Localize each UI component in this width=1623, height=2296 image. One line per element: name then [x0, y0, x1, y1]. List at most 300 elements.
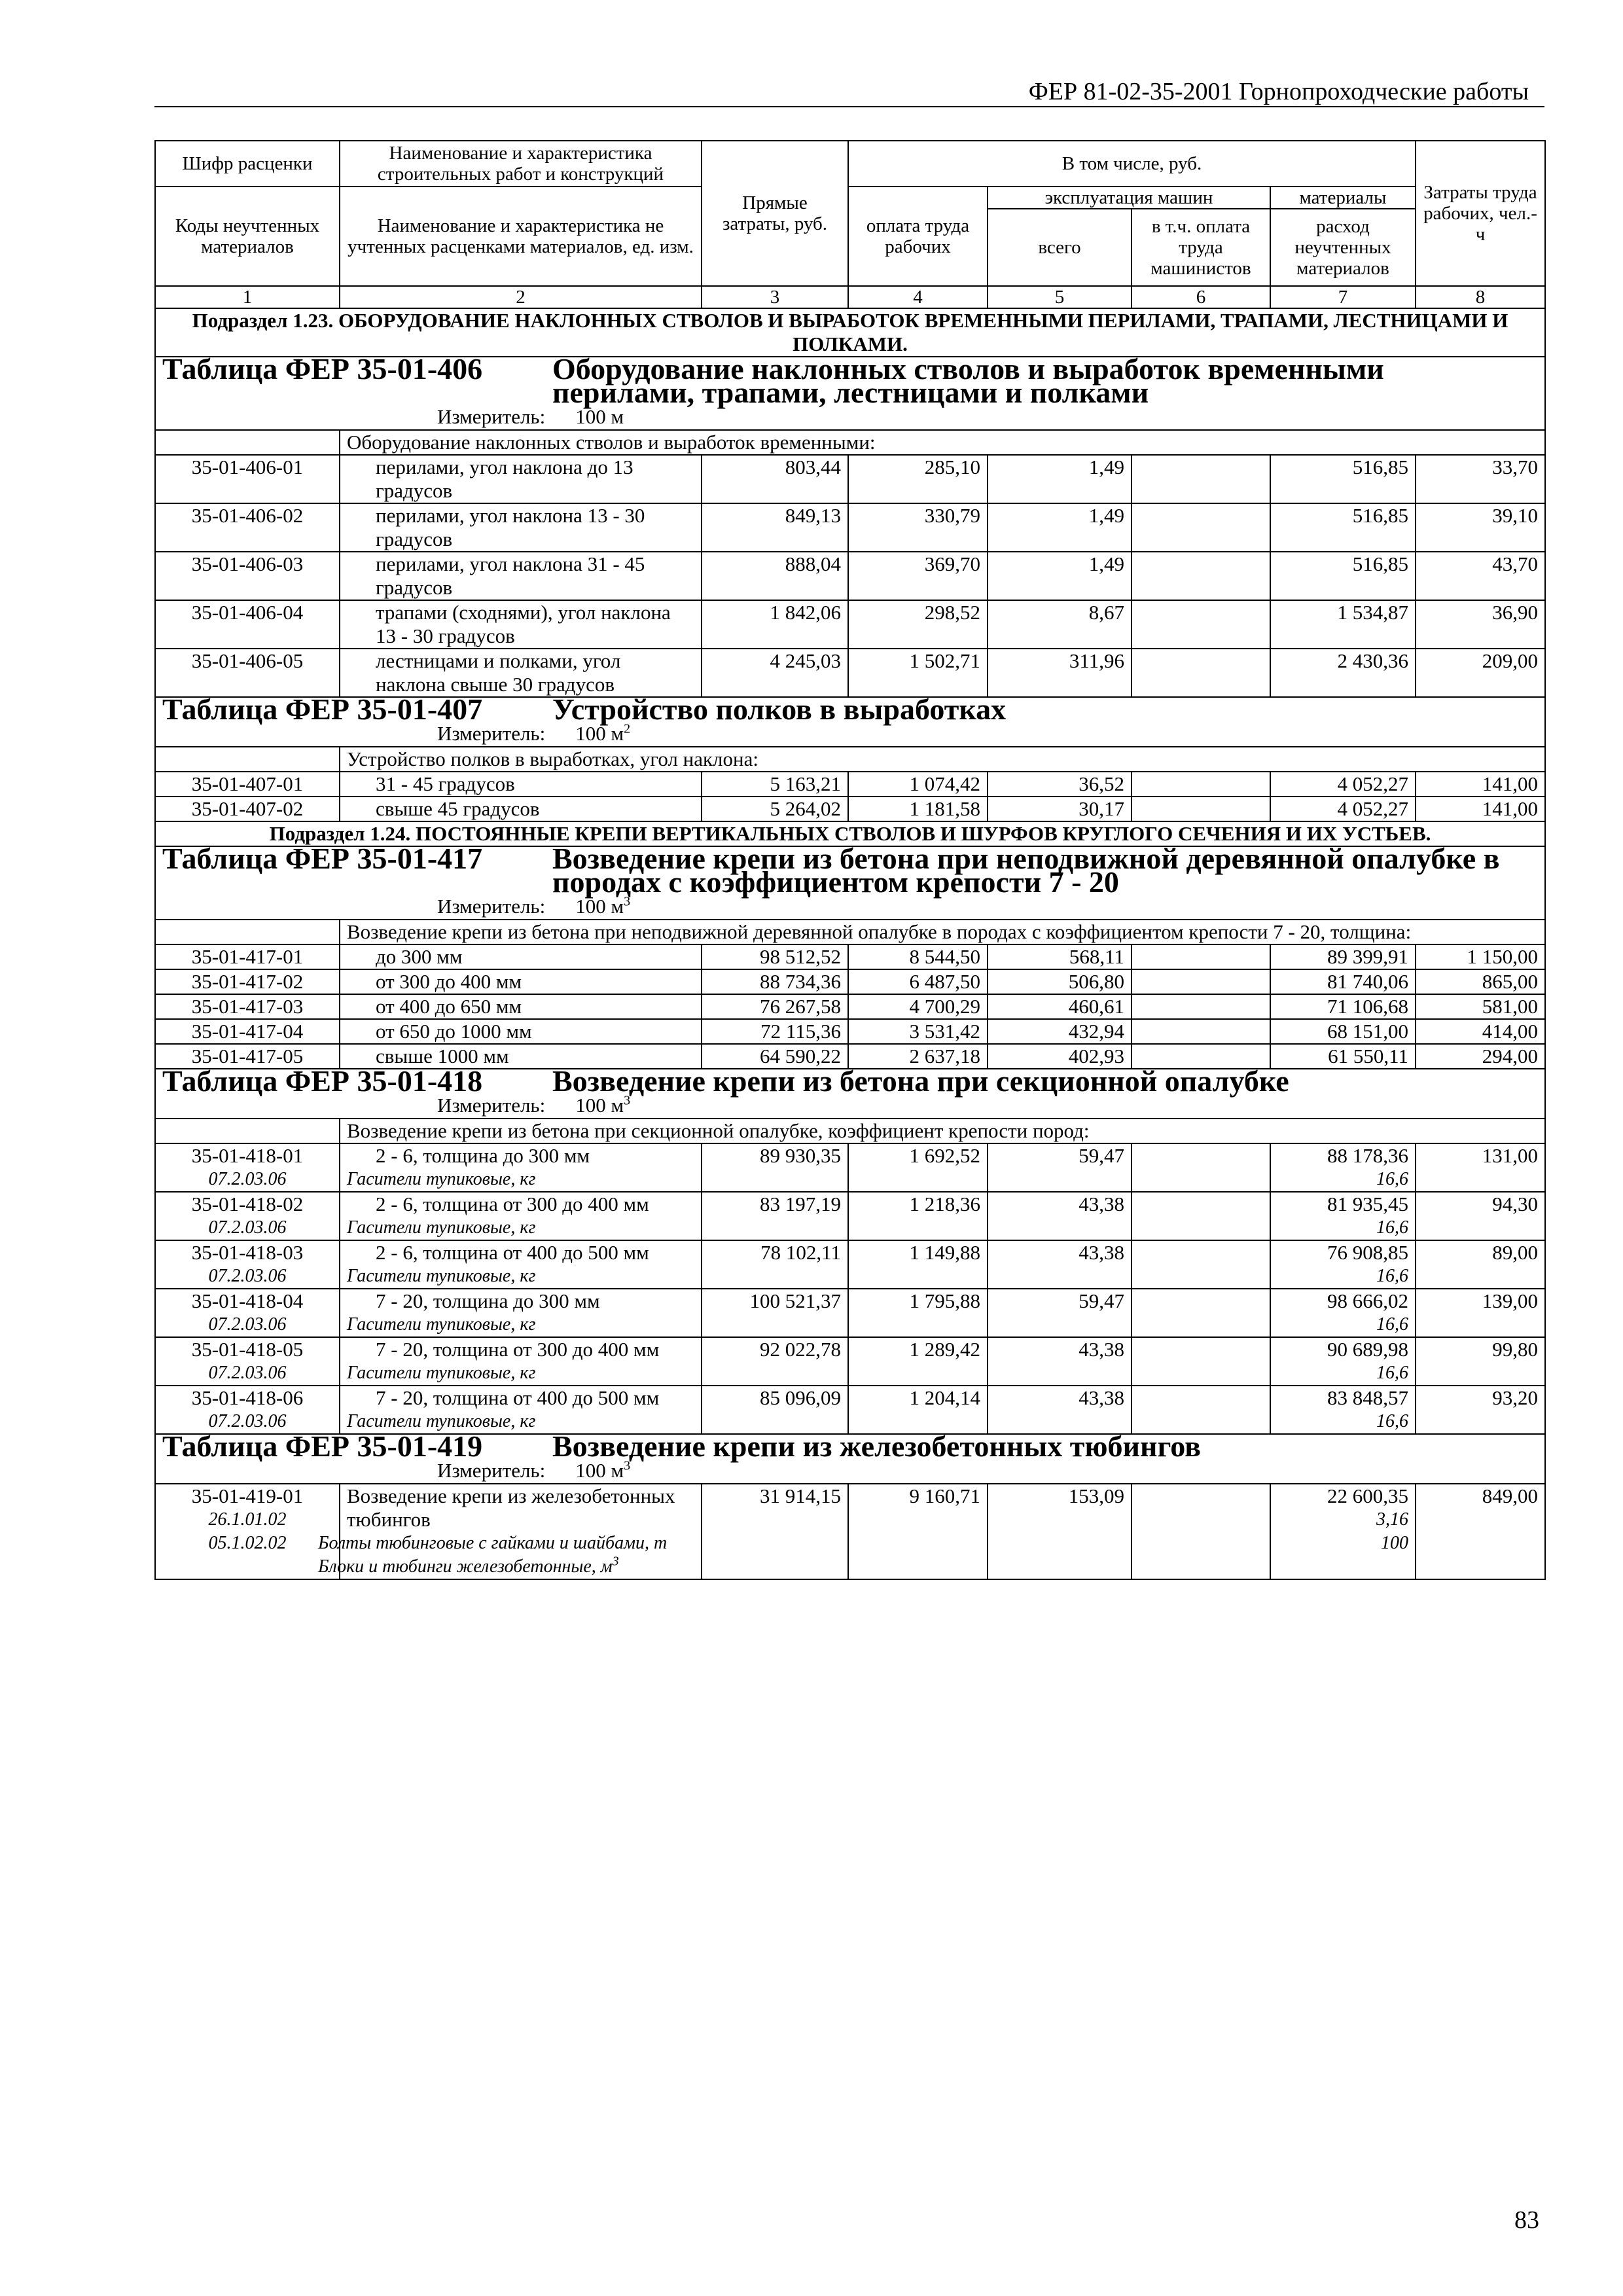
work-name: [340, 649, 702, 697]
rate-code-text: 35-01-417-02: [191, 970, 304, 993]
materials-cost: [1270, 1240, 1416, 1289]
materials-cost: [1270, 994, 1416, 1019]
materials-cost-value: 71 106,68: [1327, 995, 1408, 1018]
materials-cost-value: 4 052,27: [1337, 772, 1408, 795]
rate-code: [155, 1386, 340, 1434]
materials-cost-value: 98 666,02: [1327, 1289, 1408, 1312]
materials-cost-value: 516,85: [1352, 504, 1408, 527]
work-name-text: перилами, угол наклона до 13 градусов: [376, 456, 633, 502]
rate-code-text: 35-01-406-03: [191, 552, 304, 575]
rate-row: [155, 994, 1545, 1019]
labor-hours: [1416, 600, 1545, 649]
work-name: [340, 1386, 702, 1434]
materials-cost-value: 1 534,87: [1337, 601, 1408, 624]
direct-cost-value: 64 590,22: [760, 1045, 841, 1067]
direct-cost: [702, 600, 848, 649]
lead-row: [155, 920, 1545, 944]
work-name-text: трапами (сходнями), угол наклона 13 - 30 градусов: [376, 601, 671, 647]
labor-pay-value: 9 160,71: [909, 1484, 980, 1507]
rate-row: [155, 1337, 1545, 1386]
machinists-pay: [1132, 772, 1270, 797]
rate-row: [155, 455, 1545, 503]
rate-code: [155, 772, 340, 797]
materials-cost: [1270, 1484, 1416, 1579]
direct-cost: [702, 1289, 848, 1337]
column-number: 5: [988, 286, 1132, 308]
column-number: 6: [1132, 286, 1270, 308]
labor-pay-value: 1 204,14: [909, 1386, 980, 1409]
table-heading: [155, 692, 1545, 747]
direct-cost-value: 92 022,78: [760, 1338, 841, 1361]
machines-total: [988, 1289, 1132, 1337]
labor-hours-value: 1 150,00: [1467, 945, 1538, 968]
labor-pay: [848, 552, 988, 600]
labor-hours-value: 141,00: [1482, 772, 1538, 795]
labor-hours: [1416, 1240, 1545, 1289]
labor-pay-value: 4 700,29: [909, 995, 980, 1018]
machines-total: [988, 1386, 1132, 1434]
labor-pay-value: 1 218,36: [909, 1193, 980, 1215]
work-name: [340, 1337, 702, 1386]
direct-cost-value: 849,13: [785, 504, 841, 527]
labor-hours: [1416, 1019, 1545, 1044]
measure-value: 100 м: [575, 1459, 624, 1482]
measure-label: Измеритель:: [437, 722, 546, 745]
direct-cost-value: 88 734,36: [760, 970, 841, 993]
rate-code-text: 35-01-417-03: [191, 995, 304, 1018]
machinists-pay: [1132, 797, 1270, 821]
material-unit-power: 3: [612, 1554, 619, 1569]
labor-pay: [848, 944, 988, 969]
machines-total: [988, 1240, 1132, 1289]
direct-cost-value: 98 512,52: [760, 945, 841, 968]
direct-cost: [702, 969, 848, 994]
materials-cost-value: 81 740,06: [1327, 970, 1408, 993]
table-heading-row: [155, 1069, 1545, 1119]
rate-row: [155, 944, 1545, 969]
rate-row: [155, 649, 1545, 697]
labor-hours: [1416, 1143, 1545, 1192]
labor-pay: [848, 1386, 988, 1434]
machinists-pay: [1132, 455, 1270, 503]
labor-pay-value: 3 531,42: [909, 1020, 980, 1043]
work-name-text: 7 - 20, толщина от 400 до 500 мм: [376, 1386, 660, 1409]
machines-total: [988, 600, 1132, 649]
labor-pay: [848, 1240, 988, 1289]
labor-hours: [1416, 994, 1545, 1019]
machines-total-value: 1,49: [1088, 456, 1124, 478]
table-number: Таблица ФЕР 35-01-407: [162, 692, 483, 726]
header-work-name: Наименование и характеристика строительных работ и конструкций: [340, 141, 702, 187]
labor-hours: [1416, 503, 1545, 552]
labor-hours-value: 99,80: [1492, 1338, 1538, 1361]
rate-code-text: 35-01-417-01: [191, 945, 304, 968]
material-name: Гасители тупиковые, кг: [347, 1411, 536, 1431]
labor-pay-value: 1 502,71: [909, 649, 980, 672]
material-quantity: 16,6: [1376, 1169, 1408, 1189]
direct-cost: [702, 552, 848, 600]
materials-cost-value: 22 600,35: [1327, 1484, 1408, 1507]
work-name: [340, 503, 702, 552]
machines-total: [988, 994, 1132, 1019]
measure-unit-power: 3: [624, 894, 631, 909]
measure-value: 100 м: [575, 405, 624, 428]
material-quantity: 3,16: [1376, 1509, 1408, 1530]
rate-code: [155, 1019, 340, 1044]
labor-pay-value: 6 487,50: [909, 970, 980, 993]
work-name: [340, 455, 702, 503]
table-number: Таблица ФЕР 35-01-419: [162, 1429, 483, 1463]
materials-cost-value: 2 430,36: [1337, 649, 1408, 672]
rate-code: [155, 1143, 340, 1192]
labor-pay-value: 369,70: [924, 552, 980, 575]
materials-cost: [1270, 503, 1416, 552]
direct-cost-value: 83 197,19: [760, 1193, 841, 1215]
materials-cost: [1270, 772, 1416, 797]
work-name-text: до 300 мм: [376, 945, 463, 968]
work-name-text: 7 - 20, толщина от 300 до 400 мм: [376, 1338, 660, 1361]
machines-total: [988, 1337, 1132, 1386]
header-material-names: Наименование и характеристика не учтенных расценками материалов, ед. изм.: [340, 187, 702, 286]
machinists-pay: [1132, 552, 1270, 600]
measure-value: 100 м: [575, 895, 624, 918]
table-title: Оборудование наклонных стволов и выработок временными перилами, трапами, лестницами и полками: [552, 352, 1384, 409]
work-name: [340, 1289, 702, 1337]
machinists-pay: [1132, 1240, 1270, 1289]
labor-pay-value: 298,52: [924, 601, 980, 624]
rate-code: [155, 649, 340, 697]
table-number: Таблица ФЕР 35-01-418: [162, 1064, 483, 1098]
work-name: [340, 1192, 702, 1240]
section-title: Подраздел 1.24. ПОСТОЯННЫЕ КРЕПИ ВЕРТИКАЛЬНЫХ СТВОЛОВ И ШУРФОВ КРУГЛОГО СЕЧЕНИЯ И ИХ УСТЬЕВ.: [155, 821, 1545, 846]
rate-row: [155, 1386, 1545, 1434]
column-number: 3: [702, 286, 848, 308]
measure-label: Измеритель:: [437, 895, 546, 918]
material-quantity: 16,6: [1376, 1314, 1408, 1335]
machines-total: [988, 772, 1132, 797]
work-name: [340, 994, 702, 1019]
labor-pay: [848, 1289, 988, 1337]
empty-cell: [155, 430, 340, 455]
material-code: 07.2.03.06: [208, 1411, 287, 1431]
direct-cost: [702, 944, 848, 969]
labor-pay: [848, 503, 988, 552]
machines-total-value: 460,61: [1068, 995, 1124, 1018]
rate-code-text: 35-01-406-05: [191, 649, 304, 672]
machines-total-value: 59,47: [1079, 1144, 1124, 1167]
machines-total: [988, 1019, 1132, 1044]
material-quantity: 16,6: [1376, 1266, 1408, 1286]
header-machinists-pay: в т.ч. оплата труда машинистов: [1132, 209, 1270, 286]
measure-value: 100 м: [575, 722, 624, 745]
labor-hours-value: 581,00: [1482, 995, 1538, 1018]
group-description: Устройство полков в выработках, угол наклона:: [340, 747, 1545, 772]
material-name: Блоки и тюбинги железобетонные, м: [318, 1556, 613, 1577]
labor-pay-value: 285,10: [924, 456, 980, 478]
work-name-text: 2 - 6, толщина от 400 до 500 мм: [376, 1241, 649, 1264]
material-quantity: 100: [1381, 1533, 1408, 1553]
rate-row: [155, 1143, 1545, 1192]
material-name: Гасители тупиковые, кг: [347, 1314, 536, 1335]
direct-cost-value: 5 163,21: [770, 772, 841, 795]
labor-pay: [848, 649, 988, 697]
direct-cost: [702, 797, 848, 821]
labor-pay-value: 1 181,58: [909, 797, 980, 820]
rate-code: [155, 552, 340, 600]
labor-pay: [848, 772, 988, 797]
machines-total: [988, 944, 1132, 969]
labor-pay: [848, 455, 988, 503]
machines-total-value: 432,94: [1068, 1020, 1124, 1043]
rate-row: [155, 797, 1545, 821]
material-name: Болты тюбинговые с гайками и шайбами, т: [318, 1533, 668, 1553]
work-name-text: от 650 до 1000 мм: [376, 1020, 532, 1043]
labor-hours-value: 93,20: [1492, 1386, 1538, 1409]
table-number: Таблица ФЕР 35-01-417: [162, 842, 483, 875]
direct-cost: [702, 772, 848, 797]
rate-row: [155, 1192, 1545, 1240]
machines-total-value: 8,67: [1088, 601, 1124, 624]
material-name: Гасители тупиковые, кг: [347, 1363, 536, 1383]
material-code: 07.2.03.06: [208, 1217, 287, 1238]
material-code: 26.1.01.02: [208, 1509, 287, 1530]
table-title: Возведение крепи из бетона при секционной опалубке: [552, 1064, 1289, 1098]
rate-code-text: 35-01-407-01: [191, 772, 304, 795]
materials-cost-value: 61 550,11: [1328, 1045, 1408, 1067]
work-name-text: перилами, угол наклона 13 - 30 градусов: [376, 504, 645, 550]
machines-total-value: 43,38: [1079, 1386, 1124, 1409]
machines-total-value: 402,93: [1068, 1045, 1124, 1067]
measure-unit-power: 2: [624, 721, 631, 736]
materials-cost-value: 88 178,36: [1327, 1144, 1408, 1167]
rate-row: [155, 1240, 1545, 1289]
machines-total: [988, 1143, 1132, 1192]
empty-cell: [155, 920, 340, 944]
rate-row: [155, 503, 1545, 552]
machines-total-value: 36,52: [1079, 772, 1124, 795]
work-name: [340, 1240, 702, 1289]
header-including: В том числе, руб.: [848, 141, 1416, 187]
machinists-pay: [1132, 1192, 1270, 1240]
rate-code: [155, 797, 340, 821]
table-body: [155, 308, 1545, 1579]
labor-hours-value: 139,00: [1482, 1289, 1538, 1312]
rate-row: [155, 552, 1545, 600]
work-name-text: от 300 до 400 мм: [376, 970, 522, 993]
lead-row: [155, 747, 1545, 772]
rate-code-text: 35-01-417-05: [191, 1045, 304, 1067]
materials-cost-value: 516,85: [1352, 456, 1408, 478]
labor-hours: [1416, 649, 1545, 697]
labor-hours-value: 36,90: [1492, 601, 1538, 624]
machines-total: [988, 1484, 1132, 1579]
direct-cost: [702, 503, 848, 552]
table-heading-row: [155, 357, 1545, 430]
rate-row: [155, 1019, 1545, 1044]
direct-cost: [702, 1337, 848, 1386]
machinists-pay: [1132, 1386, 1270, 1434]
work-name-text: от 400 до 650 мм: [376, 995, 522, 1018]
materials-cost-value: 68 151,00: [1327, 1020, 1408, 1043]
labor-pay: [848, 797, 988, 821]
header-material-codes: Коды неучтенных материалов: [155, 187, 340, 286]
table-number: Таблица ФЕР 35-01-406: [162, 352, 483, 386]
machinists-pay: [1132, 503, 1270, 552]
running-header: ФЕР 81-02-35-2001 Горнопроходческие работы: [1028, 78, 1529, 105]
labor-hours-value: 141,00: [1482, 797, 1538, 820]
machines-total-value: 153,09: [1068, 1484, 1124, 1507]
rate-code: [155, 944, 340, 969]
lead-row: [155, 430, 1545, 455]
rate-code: [155, 1289, 340, 1337]
empty-cell: [155, 747, 340, 772]
materials-cost: [1270, 1044, 1416, 1069]
machinists-pay: [1132, 1143, 1270, 1192]
labor-pay: [848, 1019, 988, 1044]
labor-hours: [1416, 1192, 1545, 1240]
material-code: 07.2.03.06: [208, 1169, 287, 1189]
measure-label: Измеритель:: [437, 405, 546, 428]
column-number: 4: [848, 286, 988, 308]
measure-label: Измеритель:: [437, 1094, 546, 1117]
column-number: 7: [1270, 286, 1416, 308]
work-name-text: 2 - 6, толщина от 300 до 400 мм: [376, 1193, 649, 1215]
header-labor-pay: оплата труда рабочих: [848, 187, 988, 286]
labor-pay: [848, 969, 988, 994]
direct-cost-value: 1 842,06: [770, 601, 841, 624]
machinists-pay: [1132, 1484, 1270, 1579]
direct-cost-value: 72 115,36: [760, 1020, 841, 1043]
direct-cost: [702, 1240, 848, 1289]
table-title: Возведение крепи из бетона при неподвижной деревянной опалубке в породах с коэффициентом крепости 7 - 20: [552, 842, 1500, 899]
machines-total-value: 43,38: [1079, 1338, 1124, 1361]
measure-value: 100 м: [575, 1094, 624, 1117]
work-name: [340, 1143, 702, 1192]
labor-pay: [848, 994, 988, 1019]
materials-cost: [1270, 552, 1416, 600]
materials-cost-value: 4 052,27: [1337, 797, 1408, 820]
labor-hours: [1416, 1289, 1545, 1337]
rate-code-text: 35-01-418-01: [191, 1144, 304, 1167]
direct-cost-value: 89 930,35: [760, 1144, 841, 1167]
machines-total: [988, 969, 1132, 994]
labor-hours-value: 209,00: [1482, 649, 1538, 672]
header-materials: материалы: [1270, 187, 1416, 209]
rate-row: [155, 1289, 1545, 1337]
machinists-pay: [1132, 1019, 1270, 1044]
materials-cost-value: 89 399,91: [1327, 945, 1408, 968]
table-title: Возведение крепи из железобетонных тюбингов: [552, 1429, 1201, 1463]
work-name: [340, 797, 702, 821]
work-name-text: 2 - 6, толщина до 300 мм: [376, 1144, 590, 1167]
labor-hours-value: 43,70: [1492, 552, 1538, 575]
materials-cost: [1270, 1143, 1416, 1192]
direct-cost-value: 76 267,58: [760, 995, 841, 1018]
direct-cost: [702, 994, 848, 1019]
labor-pay: [848, 1143, 988, 1192]
materials-cost: [1270, 1019, 1416, 1044]
direct-cost: [702, 1192, 848, 1240]
labor-hours-value: 39,10: [1492, 504, 1538, 527]
labor-pay: [848, 1192, 988, 1240]
table-heading: [155, 842, 1545, 920]
labor-pay-value: 330,79: [924, 504, 980, 527]
lead-row: [155, 1119, 1545, 1143]
rate-code: [155, 455, 340, 503]
table-heading: [155, 352, 1545, 430]
machines-total: [988, 1192, 1132, 1240]
machinists-pay: [1132, 969, 1270, 994]
rate-code: [155, 1240, 340, 1289]
materials-cost-value: 90 689,98: [1327, 1338, 1408, 1361]
labor-hours: [1416, 797, 1545, 821]
rate-code: [155, 1484, 340, 1579]
labor-pay-value: 1 795,88: [909, 1289, 980, 1312]
machines-total: [988, 552, 1132, 600]
direct-cost-value: 100 521,37: [749, 1289, 841, 1312]
rate-code: [155, 600, 340, 649]
machines-total: [988, 649, 1132, 697]
material-quantity: 16,6: [1376, 1217, 1408, 1238]
header-rate-code: Шифр расценки: [155, 141, 340, 187]
work-name: [340, 552, 702, 600]
machines-total: [988, 503, 1132, 552]
materials-cost-value: 76 908,85: [1327, 1241, 1408, 1264]
labor-hours: [1416, 1337, 1545, 1386]
material-code: 07.2.03.06: [208, 1314, 287, 1335]
rate-code-text: 35-01-406-01: [191, 456, 304, 478]
machines-total-value: 568,11: [1069, 945, 1124, 968]
table-heading-row: [155, 697, 1545, 747]
material-code: 05.1.02.02: [208, 1533, 287, 1553]
materials-cost: [1270, 1337, 1416, 1386]
materials-cost-value: 81 935,45: [1327, 1193, 1408, 1215]
machines-total-value: 30,17: [1079, 797, 1124, 820]
header-machines: эксплуатация машин: [988, 187, 1270, 209]
material-code: 07.2.03.06: [208, 1363, 287, 1383]
rate-row: [155, 1484, 1545, 1579]
machinists-pay: [1132, 600, 1270, 649]
material-name: Гасители тупиковые, кг: [347, 1169, 536, 1189]
machines-total: [988, 797, 1132, 821]
labor-pay: [848, 600, 988, 649]
rate-row: [155, 969, 1545, 994]
labor-pay-value: 2 637,18: [909, 1045, 980, 1067]
table-heading: [155, 1064, 1545, 1119]
work-name: [340, 772, 702, 797]
direct-cost: [702, 455, 848, 503]
labor-hours-value: 89,00: [1492, 1241, 1538, 1264]
materials-cost: [1270, 1289, 1416, 1337]
rate-code: [155, 1192, 340, 1240]
machines-total-value: 59,47: [1079, 1289, 1124, 1312]
header-divider: [154, 106, 1544, 107]
labor-hours: [1416, 944, 1545, 969]
section-row: [155, 308, 1545, 357]
labor-hours-value: 849,00: [1482, 1484, 1538, 1507]
labor-pay-value: 1 692,52: [909, 1144, 980, 1167]
group-description: Возведение крепи из бетона при секционной опалубке, коэффициент крепости пород:: [340, 1119, 1545, 1143]
header-material-usage: расход неучтенных материалов: [1270, 209, 1416, 286]
machines-total-value: 43,38: [1079, 1193, 1124, 1215]
rate-code: [155, 969, 340, 994]
materials-cost-value: 516,85: [1352, 552, 1408, 575]
work-name-text: лестницами и полками, угол наклона свыше 30 градусов: [376, 649, 621, 696]
table-heading-row: [155, 846, 1545, 920]
column-number: 1: [155, 286, 340, 308]
materials-cost: [1270, 1386, 1416, 1434]
direct-cost-value: 31 914,15: [760, 1484, 841, 1507]
